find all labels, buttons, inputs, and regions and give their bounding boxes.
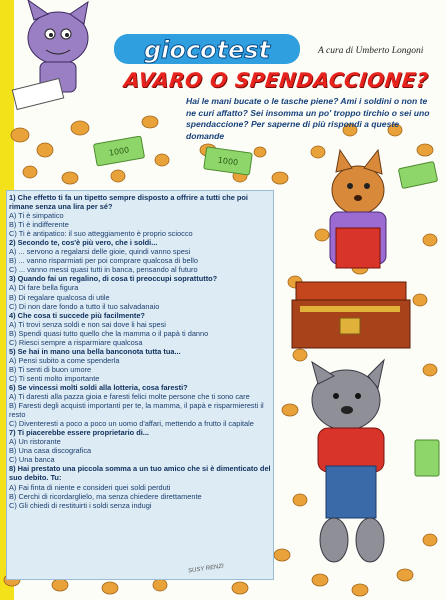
answer-option: C) Gli chiedi di restituirti i soldi senza indugi	[9, 500, 152, 510]
answer-option: A) Di fare bella figura	[9, 283, 79, 293]
answer-option: B) Cerchi di ricordarglielo, ma senza chiedere direttamente	[9, 491, 202, 501]
answer-option: C) Di non dare fondo a tutto il tuo salvadanaio	[9, 301, 160, 311]
answer-option: A) Fai finta di niente e consideri quei soldi perduti	[9, 482, 171, 492]
answer-option: B) Ti è indifferente	[9, 220, 69, 230]
answer-option: C) ... vanno messi quasi tutti in banca, pensando al futuro	[9, 265, 198, 275]
answer-option: A) Un ristorante	[9, 437, 61, 447]
author-credit: A cura di Umberto Longoni	[318, 46, 424, 56]
answer-option: C) Diventeresti a poco a poco un uomo d'affari, mettendo a frutto il capitale	[9, 419, 254, 429]
question-text: 5) Se hai in mano una bella banconota tutta tua...	[9, 346, 181, 356]
banknote-value: 1000	[217, 155, 239, 168]
intro-paragraph: Hai le mani bucate o le tasche piene? Ami i soldini o non te ne curi affatto? Sei insomma un po' troppo tirchio o sei uno spendaccione? Per saperne di più rispondi a queste domande	[186, 96, 430, 141]
question-text: 3) Quando fai un regalino, di cosa ti preoccupi soprattutto?	[9, 274, 218, 284]
answer-option: B) Faresti degli acquisti importanti per te, la mamma, il papà e risparmieresti il resto	[9, 401, 264, 420]
answer-option: C) Una banca	[9, 455, 55, 465]
answer-option: A) ... servono a regalarsi delle gioie, quindi vanno spesi	[9, 247, 191, 257]
illustrator-signature: SUSY RENZI	[187, 563, 225, 575]
answer-option: B) ... vanno risparmiati per poi comprare qualcosa di bello	[9, 256, 198, 266]
banknote-value: 1000	[108, 145, 130, 158]
answer-option: C) Ti senti molto importante	[9, 373, 100, 383]
answer-option: A) Pensi subito a come spenderla	[9, 355, 120, 365]
question-text: 4) Che cosa ti succede più facilmente?	[9, 310, 145, 320]
question-text: 8) Hai prestato una piccola somma a un tuo amico che si è dimenticato del suo debito. Tu:	[9, 464, 271, 483]
answer-option: A) Ti trovi senza soldi e non sai dove li hai spesi	[9, 319, 166, 329]
section-title: giocotest	[143, 36, 271, 64]
answer-option: A) Ti è simpatico	[9, 211, 64, 221]
answer-option: C) Riesci sempre a risparmiare qualcosa	[9, 337, 143, 347]
article-headline: AVARO O SPENDACCIONE?	[122, 68, 430, 92]
question-text: 2) Secondo te, cos'è più vero, che i soldi...	[9, 238, 158, 248]
answer-option: A) Ti daresti alla pazza gioia e faresti felici molte persone che ti sono care	[9, 392, 250, 402]
question-text: 6) Se vincessi molti soldi alla lotteria, cosa faresti?	[9, 382, 188, 392]
answer-option: B) Di regalare qualcosa di utile	[9, 292, 110, 302]
answer-option: B) Ti senti di buon umore	[9, 364, 92, 374]
answer-option: B) Spendi quasi tutto quello che la mamma o il papà ti danno	[9, 328, 209, 338]
question-text: 7) Ti piacerebbe essere proprietario di...	[9, 428, 149, 438]
answer-option: B) Una casa discografica	[9, 446, 92, 456]
answer-option: C) Ti è antipatico: il suo atteggiamento è proprio sciocco	[9, 229, 193, 239]
question-text: 1) Che effetto ti fa un tipetto sempre disposto a offrire a tutti che poi rimane senza una lira per sé?	[9, 193, 248, 212]
